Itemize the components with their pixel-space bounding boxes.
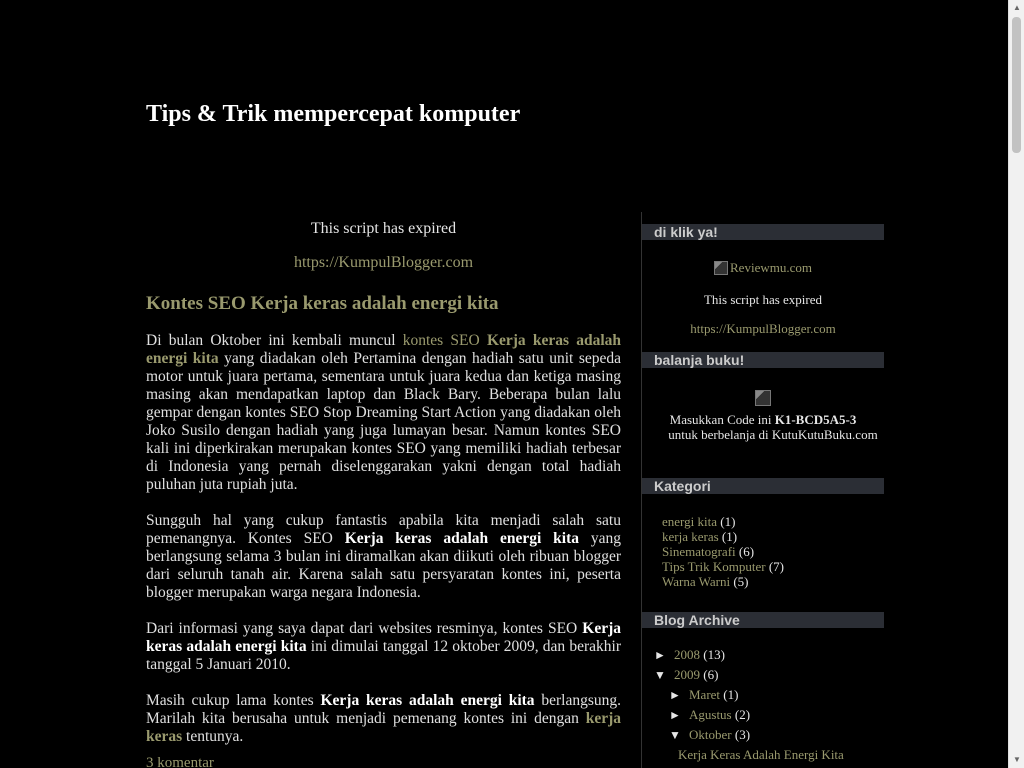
archive-post (678, 745, 884, 764)
archive-count: (2) (734, 707, 751, 722)
widget-header-buku: balanja buku! (642, 352, 884, 368)
category-link[interactable]: Sinematografi (662, 544, 736, 559)
collapse-arrow-icon[interactable]: ▼ (669, 728, 681, 742)
post-title[interactable]: Kontes SEO Kerja keras adalah energi kita (146, 293, 499, 314)
widget-buku-body (642, 368, 884, 442)
archive-month-link[interactable]: Oktober (689, 727, 732, 742)
category-item (662, 514, 884, 529)
voucher-code: K1-BCD5A5-3 (774, 412, 857, 427)
expand-arrow-icon[interactable]: ► (654, 648, 666, 662)
kontes-seo-link[interactable]: kontes SEO (402, 332, 480, 349)
paragraph-text: Masih cukup lama kontes (146, 692, 321, 709)
code-instructions: untuk berbelanja di KutuKutuBuku.com (668, 427, 878, 442)
category-item (662, 544, 884, 559)
link-bold-text: Kerja keras adalah energi kita (146, 332, 622, 367)
kumpulblogger-sidebar-link[interactable]: https://KumpulBlogger.com (690, 321, 836, 336)
post-paragraph (146, 332, 621, 494)
archive-year (654, 645, 884, 665)
archive-year (654, 665, 884, 764)
category-item (662, 574, 884, 589)
paragraph-text: Di bulan Oktober ini kembali muncul (146, 332, 403, 349)
post-paragraph (146, 620, 621, 674)
expand-arrow-icon[interactable]: ► (669, 708, 681, 722)
archive-months (654, 685, 884, 764)
category-count: (1) (721, 529, 738, 544)
paragraph-text: yang diadakan oleh Pertamina dengan hadiah satu unit sepeda motor untuk juara pertama, sementara untuk juara kedua dan ketiga masing masing akan mendapatkan laptop dan Black Bary. Beberapa bulan lalu gempar dengan kontes SEO Stop Dreaming Start Action yang diadakan oleh Joko Susilo dengan hadiah yang juga lumayan besar. Namun kontes SEO kali ini diperkirakan merupakan kontes SEO yang memiliki hadiah terbesar di Indonesia yang pernah diselenggarakan yakni dengan total hadiah puluhan juta rupiah juta. (146, 350, 621, 493)
category-link[interactable]: Tips Trik Komputer (662, 559, 766, 574)
link-bold-text: kerja keras (146, 710, 621, 745)
archive-post-link[interactable]: Kerja Keras Adalah Energi Kita (678, 747, 844, 762)
paragraph-text: berlangsung. Marilah kita berusaha untuk menjadi pemenang kontes ini dengan (146, 692, 621, 727)
post-paragraph (146, 512, 621, 602)
scroll-thumb[interactable] (1012, 17, 1021, 153)
archive-year-link[interactable]: 2009 (674, 667, 700, 682)
image-alt-text: Reviewmu.com (730, 260, 812, 275)
archive-tree (642, 645, 884, 764)
paragraph-text: yang berlangsung selama 3 bulan ini diramalkan akan diikuti oleh ribuan blogger dari seluruh tanah air. Karena salah satu persyaratan kontes ini, peserta blogger merupakan warga negara Indonesia. (146, 530, 621, 601)
category-link[interactable]: Warna Warni (662, 574, 731, 589)
paragraph-text: ini dimulai tanggal 12 oktober 2009, dan berakhir tanggal 5 Januari 2010. (146, 638, 621, 673)
code-label: Masukkan Code ini (669, 412, 775, 427)
archive-month-link[interactable]: Maret (689, 687, 721, 702)
scroll-down-arrow-icon[interactable]: ▼ (1013, 755, 1021, 764)
archive-count: (6) (703, 667, 719, 682)
category-count: (7) (768, 559, 784, 574)
post-body (146, 332, 622, 768)
comments-link[interactable]: 3 komentar (146, 755, 214, 768)
widget-klik-body (642, 240, 884, 337)
post-paragraph (146, 692, 621, 746)
collapse-arrow-icon[interactable]: ▼ (654, 668, 666, 682)
category-list (642, 514, 884, 589)
archive-count: (1) (723, 687, 739, 702)
vertical-scrollbar[interactable] (1008, 0, 1024, 768)
widget-header-klik: di klik ya! (642, 224, 884, 240)
widget-header-kategori: Kategori (642, 478, 884, 494)
expired-notice: This script has expired (310, 220, 457, 237)
expired-notice-sidebar: This script has expired (703, 292, 823, 307)
archive-month-link[interactable]: Agustus (689, 707, 732, 722)
bold-text: Kerja keras adalah energi kita (146, 620, 621, 655)
blog-title[interactable]: Tips & Trik mempercepat komputer (146, 101, 521, 127)
sidebar (642, 224, 884, 764)
widget-header-archive: Blog Archive (642, 612, 884, 628)
category-link[interactable]: kerja keras (662, 529, 719, 544)
category-link[interactable]: energi kita (662, 514, 717, 529)
archive-posts (669, 745, 884, 764)
archive-count: (13) (703, 647, 725, 662)
reviewmu-banner[interactable] (714, 260, 812, 276)
category-count: (6) (738, 544, 755, 559)
archive-count: (3) (734, 727, 751, 742)
archive-month (669, 705, 884, 725)
scroll-up-arrow-icon[interactable]: ▲ (1013, 3, 1021, 12)
archive-year-link[interactable]: 2008 (674, 647, 700, 662)
category-item (662, 529, 884, 544)
bold-text: Kerja keras adalah energi kita (320, 692, 535, 709)
paragraph-text: Sungguh hal yang cukup fantastis apabila kita menjadi salah satu pemenangnya. Kontes SEO (146, 512, 621, 547)
paragraph-text: Dari informasi yang saya dapat dari websites resminya, kontes SEO (146, 620, 583, 637)
category-count: (5) (733, 574, 749, 589)
bold-text: Kerja keras adalah energi kita (344, 530, 579, 547)
archive-month (669, 725, 884, 764)
broken-image-icon[interactable] (755, 390, 771, 406)
main-column (146, 220, 622, 768)
archive-month (669, 685, 884, 705)
kumpulblogger-link[interactable]: https://KumpulBlogger.com (293, 254, 474, 271)
category-count: (1) (720, 514, 736, 529)
category-item (662, 559, 884, 574)
expand-arrow-icon[interactable]: ► (669, 688, 681, 702)
paragraph-text: tentunya. (182, 728, 244, 745)
broken-image-icon (714, 261, 728, 275)
